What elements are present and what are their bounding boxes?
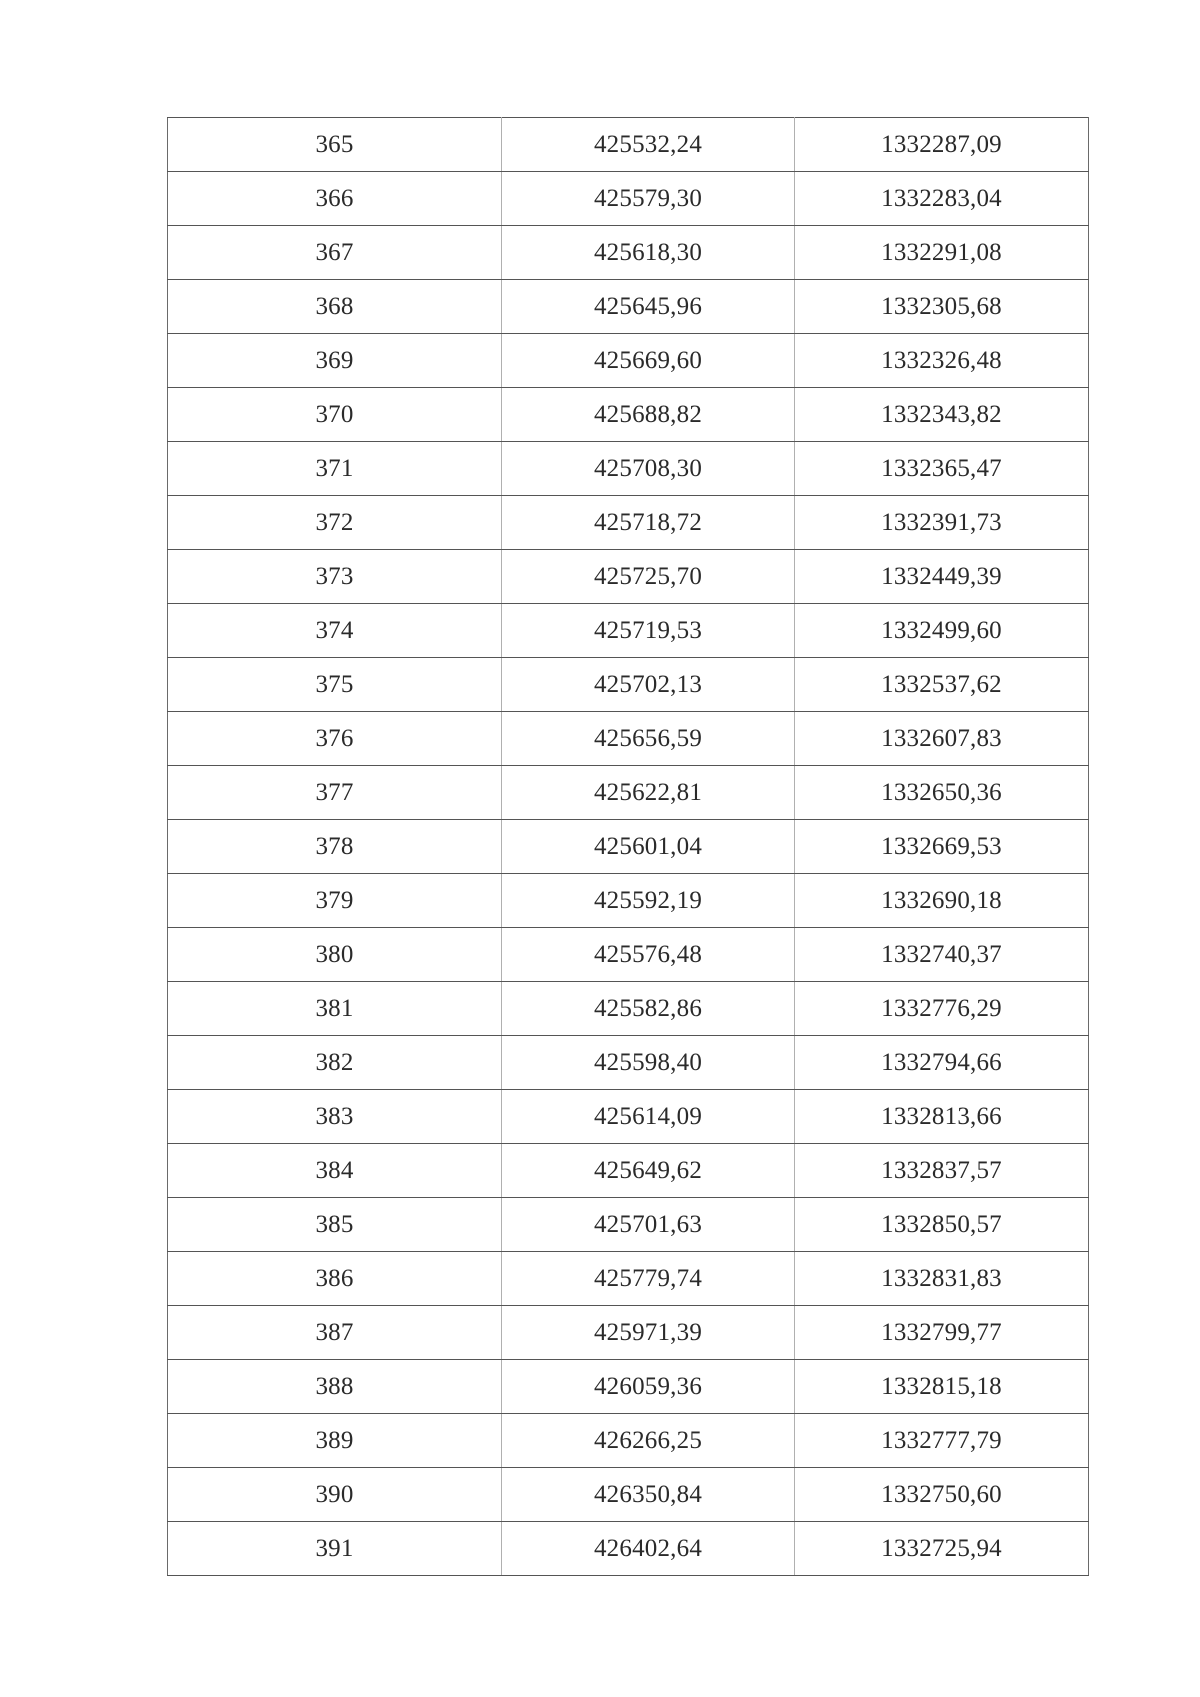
table-row xyxy=(168,658,1089,712)
x-coordinate-cell: 425779,74 xyxy=(502,1252,795,1306)
x-coordinate-cell: 425618,30 xyxy=(502,226,795,280)
table-row xyxy=(168,226,1089,280)
table-row xyxy=(168,1144,1089,1198)
point-number-cell: 370 xyxy=(168,388,502,442)
table-row xyxy=(168,982,1089,1036)
x-coordinate-cell: 425579,30 xyxy=(502,172,795,226)
x-coordinate-cell: 425725,70 xyxy=(502,550,795,604)
point-number-cell: 383 xyxy=(168,1090,502,1144)
point-number-cell: 371 xyxy=(168,442,502,496)
y-coordinate-cell: 1332326,48 xyxy=(795,334,1089,388)
x-coordinate-cell: 425622,81 xyxy=(502,766,795,820)
y-coordinate-cell: 1332449,39 xyxy=(795,550,1089,604)
y-coordinate-cell: 1332343,82 xyxy=(795,388,1089,442)
table-row xyxy=(168,604,1089,658)
table-row xyxy=(168,712,1089,766)
table-row xyxy=(168,280,1089,334)
y-coordinate-cell: 1332365,47 xyxy=(795,442,1089,496)
table-row xyxy=(168,496,1089,550)
x-coordinate-cell: 426402,64 xyxy=(502,1522,795,1576)
point-number-cell: 387 xyxy=(168,1306,502,1360)
x-coordinate-cell: 425532,24 xyxy=(502,118,795,172)
y-coordinate-cell: 1332831,83 xyxy=(795,1252,1089,1306)
y-coordinate-cell: 1332750,60 xyxy=(795,1468,1089,1522)
point-number-cell: 369 xyxy=(168,334,502,388)
table-row xyxy=(168,118,1089,172)
table-row xyxy=(168,1414,1089,1468)
point-number-cell: 365 xyxy=(168,118,502,172)
y-coordinate-cell: 1332607,83 xyxy=(795,712,1089,766)
x-coordinate-cell: 425614,09 xyxy=(502,1090,795,1144)
y-coordinate-cell: 1332850,57 xyxy=(795,1198,1089,1252)
point-number-cell: 374 xyxy=(168,604,502,658)
table-row xyxy=(168,1252,1089,1306)
table-row xyxy=(168,766,1089,820)
y-coordinate-cell: 1332815,18 xyxy=(795,1360,1089,1414)
y-coordinate-cell: 1332690,18 xyxy=(795,874,1089,928)
point-number-cell: 385 xyxy=(168,1198,502,1252)
x-coordinate-cell: 425592,19 xyxy=(502,874,795,928)
x-coordinate-cell: 425576,48 xyxy=(502,928,795,982)
x-coordinate-cell: 425688,82 xyxy=(502,388,795,442)
point-number-cell: 379 xyxy=(168,874,502,928)
point-number-cell: 384 xyxy=(168,1144,502,1198)
y-coordinate-cell: 1332794,66 xyxy=(795,1036,1089,1090)
x-coordinate-cell: 425669,60 xyxy=(502,334,795,388)
table-row xyxy=(168,550,1089,604)
point-number-cell: 382 xyxy=(168,1036,502,1090)
table-row xyxy=(168,1522,1089,1576)
x-coordinate-cell: 426059,36 xyxy=(502,1360,795,1414)
y-coordinate-cell: 1332837,57 xyxy=(795,1144,1089,1198)
point-number-cell: 373 xyxy=(168,550,502,604)
y-coordinate-cell: 1332391,73 xyxy=(795,496,1089,550)
table-row xyxy=(168,928,1089,982)
point-number-cell: 376 xyxy=(168,712,502,766)
x-coordinate-cell: 425656,59 xyxy=(502,712,795,766)
y-coordinate-cell: 1332537,62 xyxy=(795,658,1089,712)
y-coordinate-cell: 1332776,29 xyxy=(795,982,1089,1036)
y-coordinate-cell: 1332740,37 xyxy=(795,928,1089,982)
x-coordinate-cell: 425718,72 xyxy=(502,496,795,550)
y-coordinate-cell: 1332283,04 xyxy=(795,172,1089,226)
y-coordinate-cell: 1332777,79 xyxy=(795,1414,1089,1468)
table-row xyxy=(168,1036,1089,1090)
x-coordinate-cell: 425598,40 xyxy=(502,1036,795,1090)
point-number-cell: 367 xyxy=(168,226,502,280)
point-number-cell: 386 xyxy=(168,1252,502,1306)
y-coordinate-cell: 1332305,68 xyxy=(795,280,1089,334)
x-coordinate-cell: 425708,30 xyxy=(502,442,795,496)
x-coordinate-cell: 425971,39 xyxy=(502,1306,795,1360)
point-number-cell: 391 xyxy=(168,1522,502,1576)
point-number-cell: 375 xyxy=(168,658,502,712)
table-row xyxy=(168,874,1089,928)
point-number-cell: 378 xyxy=(168,820,502,874)
y-coordinate-cell: 1332650,36 xyxy=(795,766,1089,820)
point-number-cell: 372 xyxy=(168,496,502,550)
x-coordinate-cell: 425702,13 xyxy=(502,658,795,712)
x-coordinate-cell: 425649,62 xyxy=(502,1144,795,1198)
point-number-cell: 368 xyxy=(168,280,502,334)
y-coordinate-cell: 1332669,53 xyxy=(795,820,1089,874)
y-coordinate-cell: 1332287,09 xyxy=(795,118,1089,172)
x-coordinate-cell: 425582,86 xyxy=(502,982,795,1036)
point-number-cell: 380 xyxy=(168,928,502,982)
table-row xyxy=(168,388,1089,442)
table-row xyxy=(168,1306,1089,1360)
y-coordinate-cell: 1332725,94 xyxy=(795,1522,1089,1576)
x-coordinate-cell: 426266,25 xyxy=(502,1414,795,1468)
point-number-cell: 366 xyxy=(168,172,502,226)
point-number-cell: 388 xyxy=(168,1360,502,1414)
table-row xyxy=(168,1360,1089,1414)
x-coordinate-cell: 425645,96 xyxy=(502,280,795,334)
x-coordinate-cell: 425719,53 xyxy=(502,604,795,658)
y-coordinate-cell: 1332813,66 xyxy=(795,1090,1089,1144)
point-number-cell: 390 xyxy=(168,1468,502,1522)
y-coordinate-cell: 1332499,60 xyxy=(795,604,1089,658)
x-coordinate-cell: 425601,04 xyxy=(502,820,795,874)
point-number-cell: 377 xyxy=(168,766,502,820)
table-row xyxy=(168,1468,1089,1522)
y-coordinate-cell: 1332291,08 xyxy=(795,226,1089,280)
table-row xyxy=(168,442,1089,496)
table-row xyxy=(168,1198,1089,1252)
coordinates-table xyxy=(167,117,1089,1576)
point-number-cell: 389 xyxy=(168,1414,502,1468)
table-row xyxy=(168,1090,1089,1144)
table-row xyxy=(168,820,1089,874)
table-row xyxy=(168,334,1089,388)
x-coordinate-cell: 426350,84 xyxy=(502,1468,795,1522)
point-number-cell: 381 xyxy=(168,982,502,1036)
x-coordinate-cell: 425701,63 xyxy=(502,1198,795,1252)
y-coordinate-cell: 1332799,77 xyxy=(795,1306,1089,1360)
coordinates-table-body xyxy=(168,118,1089,1576)
table-row xyxy=(168,172,1089,226)
